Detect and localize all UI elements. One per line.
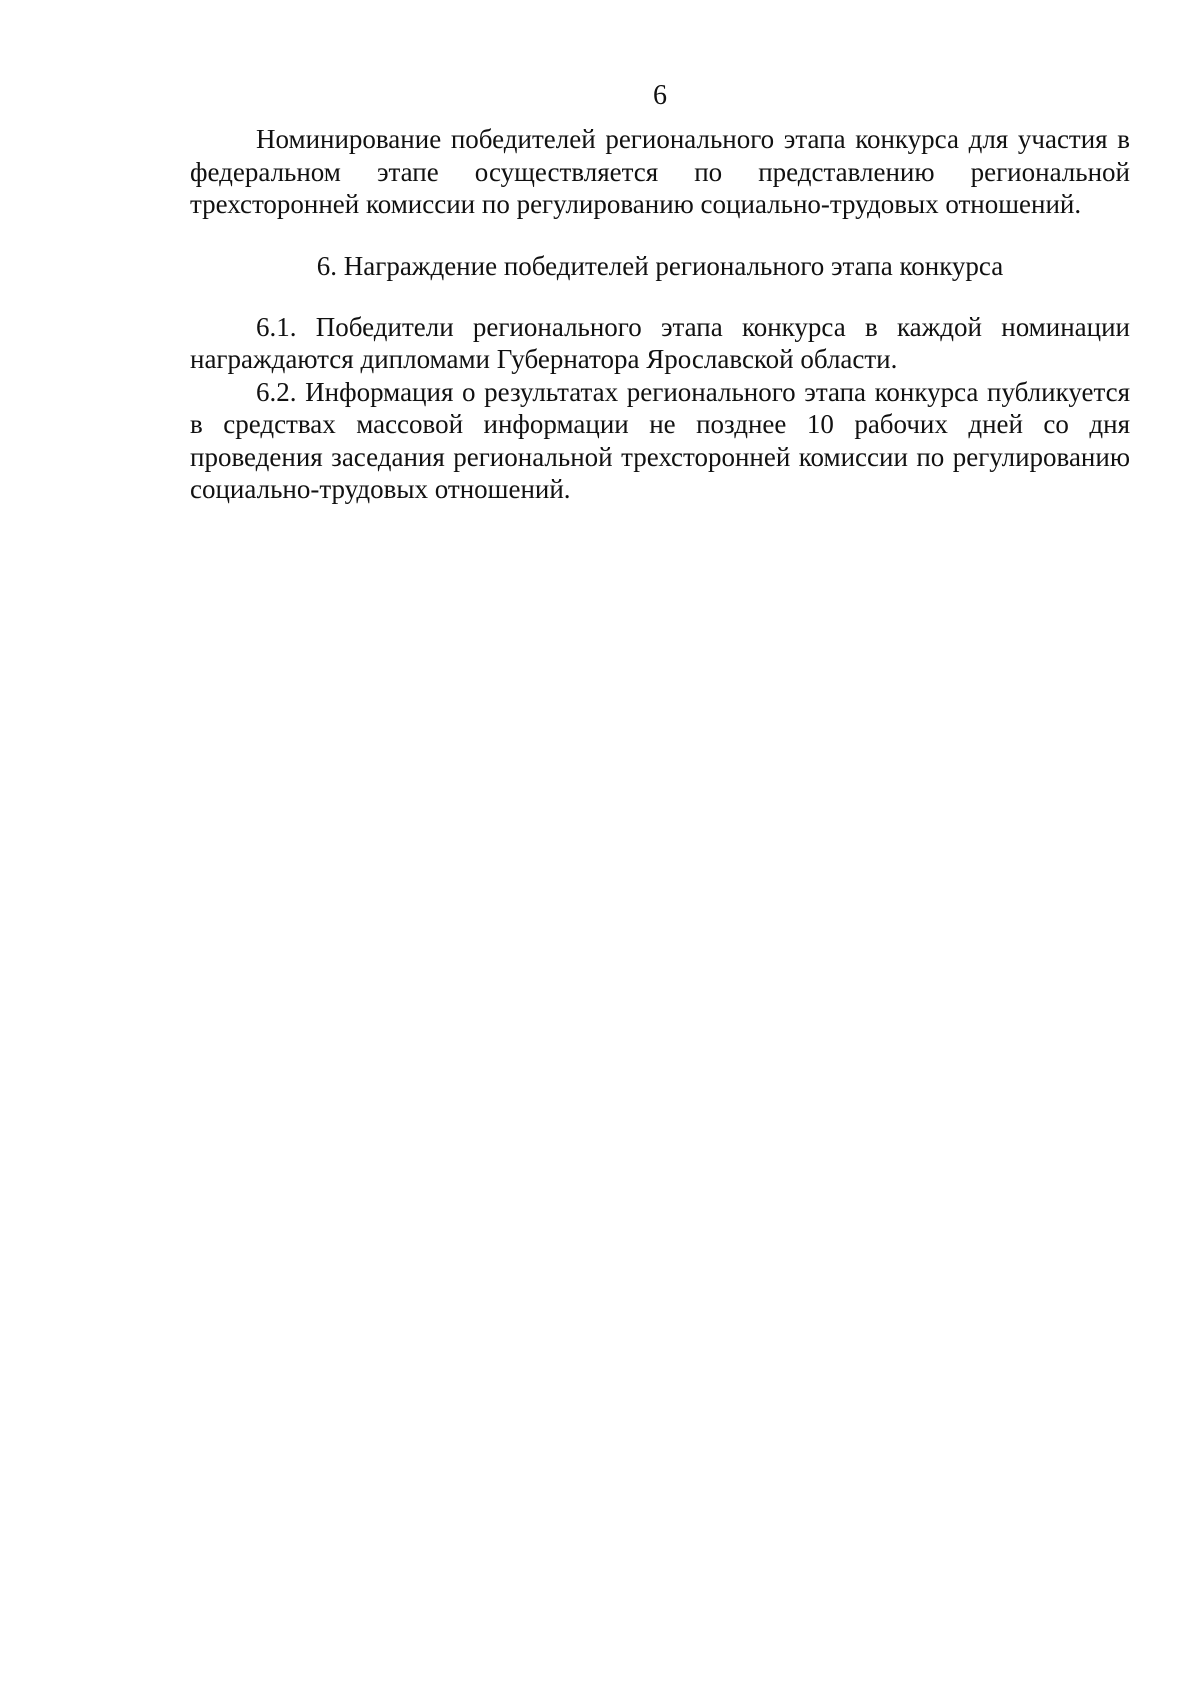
page-number: 6 (653, 80, 667, 111)
section-heading: 6. Награждение победителей регионального этапа конкурса (316, 250, 1004, 281)
document-body (190, 123, 1130, 506)
clause-6-1: 6.1. Победители регионального этапа конкурса в каждой номинации награждаются дипломами Губернатора Ярославской области. (190, 311, 1130, 374)
intro-paragraph: Номинирование победителей регионального этапа конкурса для участия в федеральном этапе осуществляется по представлению региональной трехсторонней комиссии по регулированию социально-трудовых отношений. (190, 124, 1130, 219)
clause-6-2: 6.2. Информация о результатах регионального этапа конкурса публикуется в средствах массовой информации не позднее 10 рабочих дней со дня проведения заседания региональной трехсторонней комиссии по регулированию социально-трудовых отношений. (190, 376, 1130, 504)
